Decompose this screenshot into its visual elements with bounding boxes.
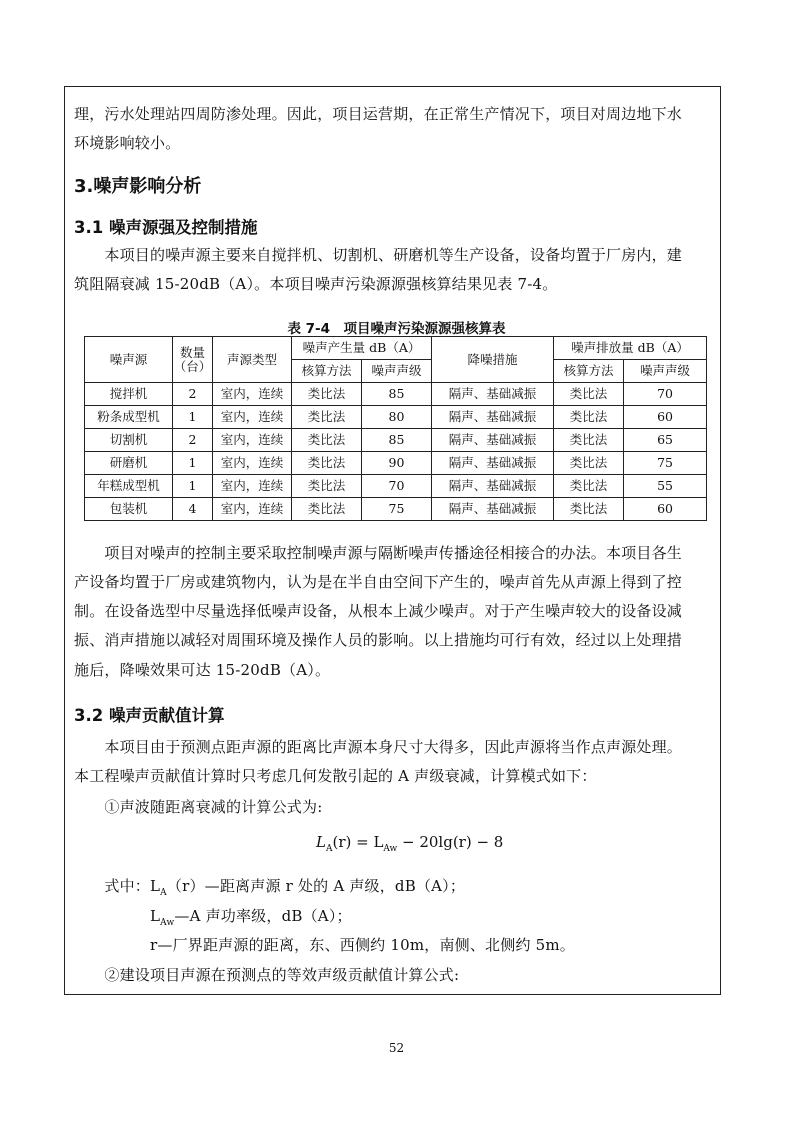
table-cell-l1: 75 [362, 498, 432, 521]
paragraph-line: 筑阻隔衰减 15-20dB（A）。本项目噪声污染源源强核算结果见表 7-4。 [74, 275, 558, 293]
table-row [85, 498, 707, 521]
table-cell-l2: 60 [624, 406, 707, 429]
table-cell-m1: 类比法 [292, 383, 362, 406]
table-cell-type: 室内，连续 [213, 429, 292, 452]
table-row [85, 429, 707, 452]
table-row [85, 383, 707, 406]
table-cell-measure: 隔声、基础减振 [432, 429, 554, 452]
table-cell-qty: 1 [173, 406, 213, 429]
table-cell-l1: 70 [362, 475, 432, 498]
header-emitted: 噪声排放量 dB（A） [554, 337, 707, 360]
formula-mid: (r) = L [332, 833, 384, 851]
table-cell-m2: 类比法 [554, 406, 624, 429]
section-heading-3-1: 3.1 噪声源强及控制措施 [74, 218, 258, 237]
paragraph-line: 本项目的噪声源主要来自搅拌机、切割机、研磨机等生产设备，设备均置于厂房内，建 [74, 246, 683, 264]
table-cell-m1: 类比法 [292, 498, 362, 521]
table-cell-name: 研磨机 [85, 452, 173, 475]
header-measure: 降噪措施 [432, 337, 554, 383]
table-cell-l2: 60 [624, 498, 707, 521]
table-cell-name: 切割机 [85, 429, 173, 452]
formula-sub-aw: Aw [383, 844, 398, 854]
table-cell-type: 室内，连续 [213, 498, 292, 521]
table-row [85, 406, 707, 429]
table-cell-measure: 隔声、基础减振 [432, 452, 554, 475]
table-cell-l2: 55 [624, 475, 707, 498]
paragraph-line: 制。在设备选型中尽量选择低噪声设备，从根本上减少噪声。对于产生噪声较大的设备设减 [74, 602, 683, 620]
header-method: 核算方法 [292, 360, 362, 383]
table-cell-l1: 80 [362, 406, 432, 429]
list-item-1: ①声波随距离衰减的计算公式为: [74, 798, 323, 816]
table-cell-l1: 85 [362, 429, 432, 452]
definition-post: —A 声功率级，dB（A）； [174, 907, 352, 925]
table-cell-type: 室内，连续 [213, 406, 292, 429]
table-cell-measure: 隔声、基础减振 [432, 406, 554, 429]
table-cell-name: 年糕成型机 [85, 475, 173, 498]
paragraph-line: 振、消声措施以减轻对周围环境及操作人员的影响。以上措施均可行有效，经过以上处理措 [74, 631, 683, 649]
table-cell-l1: 90 [362, 452, 432, 475]
paragraph-line: 环境影响较小。 [74, 134, 181, 152]
definition-law [150, 906, 790, 933]
table-cell-measure: 隔声、基础减振 [432, 498, 554, 521]
section-heading-noise: 3.噪声影响分析 [74, 176, 202, 197]
table-cell-m2: 类比法 [554, 452, 624, 475]
header-level: 噪声声级 [362, 360, 432, 383]
table-cell-qty: 4 [173, 498, 213, 521]
definition-la [74, 876, 714, 903]
table-cell-measure: 隔声、基础减振 [432, 475, 554, 498]
table-cell-m1: 类比法 [292, 475, 362, 498]
list-item-2: ②建设项目声源在预测点的等效声级贡献值计算公式: [74, 966, 460, 984]
paragraph-line: 本项目由于预测点距声源的距离比声源本身尺寸大得多，因此声源将当作点声源处理。 [74, 738, 683, 756]
noise-source-table [84, 336, 707, 521]
table-row [85, 452, 707, 475]
header-type: 声源类型 [213, 337, 292, 383]
paragraph-line: 产设备均置于厂房或建筑物内，认为是在半自由空间下产生的，噪声首先从声源上得到了控 [74, 573, 683, 591]
table-caption: 表 7-4 项目噪声污染源源强核算表 [287, 321, 506, 337]
header-method: 核算方法 [554, 360, 624, 383]
definition-r: r—厂界距声源的距离，东、西侧约 10m，南侧、北侧约 5m。 [150, 936, 575, 954]
formula-sub-a: A [325, 844, 333, 854]
definition-sub: A [160, 888, 167, 898]
table-cell-qty: 2 [173, 429, 213, 452]
table-cell-type: 室内，连续 [213, 383, 292, 406]
header-generated: 噪声产生量 dB（A） [292, 337, 432, 360]
table-cell-m2: 类比法 [554, 429, 624, 452]
paragraph-line: 施后，降噪效果可达 15-20dB（A）。 [74, 661, 331, 679]
table-row [85, 475, 707, 498]
table-cell-m2: 类比法 [554, 383, 624, 406]
table-cell-m1: 类比法 [292, 406, 362, 429]
table-cell-l2: 75 [624, 452, 707, 475]
table-cell-qty: 2 [173, 383, 213, 406]
definition-pre: 式中：L [74, 877, 161, 895]
header-level: 噪声声级 [624, 360, 707, 383]
definition-pre: L [150, 907, 161, 925]
section-heading-3-2: 3.2 噪声贡献值计算 [74, 706, 225, 725]
definition-sub: Aw [160, 918, 175, 928]
paragraph-line: 本工程噪声贡献值计算时只考虑几何发散引起的 A 声级衰减，计算模式如下： [74, 767, 597, 785]
table-cell-l2: 65 [624, 429, 707, 452]
table-cell-l2: 70 [624, 383, 707, 406]
table-cell-l1: 85 [362, 383, 432, 406]
table-cell-qty: 1 [173, 475, 213, 498]
attenuation-formula [316, 833, 503, 854]
table-cell-measure: 隔声、基础减振 [432, 383, 554, 406]
definition-post: （r）—距离声源 r 处的 A 声级，dB（A）； [166, 877, 466, 895]
formula-L: L [316, 833, 326, 851]
header-source: 噪声源 [85, 337, 173, 383]
table-cell-m2: 类比法 [554, 498, 624, 521]
table-cell-m2: 类比法 [554, 475, 624, 498]
table-cell-name: 搅拌机 [85, 383, 173, 406]
table-cell-name: 包装机 [85, 498, 173, 521]
table-cell-type: 室内，连续 [213, 475, 292, 498]
paragraph-line: 项目对噪声的控制主要采取控制噪声源与隔断噪声传播途径相接合的办法。本项目各生 [74, 544, 683, 562]
header-qty: 数量（台） [173, 337, 213, 383]
table-cell-name: 粉条成型机 [85, 406, 173, 429]
table-cell-m1: 类比法 [292, 452, 362, 475]
table-cell-m1: 类比法 [292, 429, 362, 452]
table-cell-type: 室内，连续 [213, 452, 292, 475]
paragraph-line: 理，污水处理站四周防渗处理。因此，项目运营期，在正常生产情况下，项目对周边地下水 [74, 105, 683, 123]
page-number: 52 [388, 1041, 405, 1055]
formula-tail: − 20lg(r) − 8 [397, 833, 504, 851]
table-cell-qty: 1 [173, 452, 213, 475]
